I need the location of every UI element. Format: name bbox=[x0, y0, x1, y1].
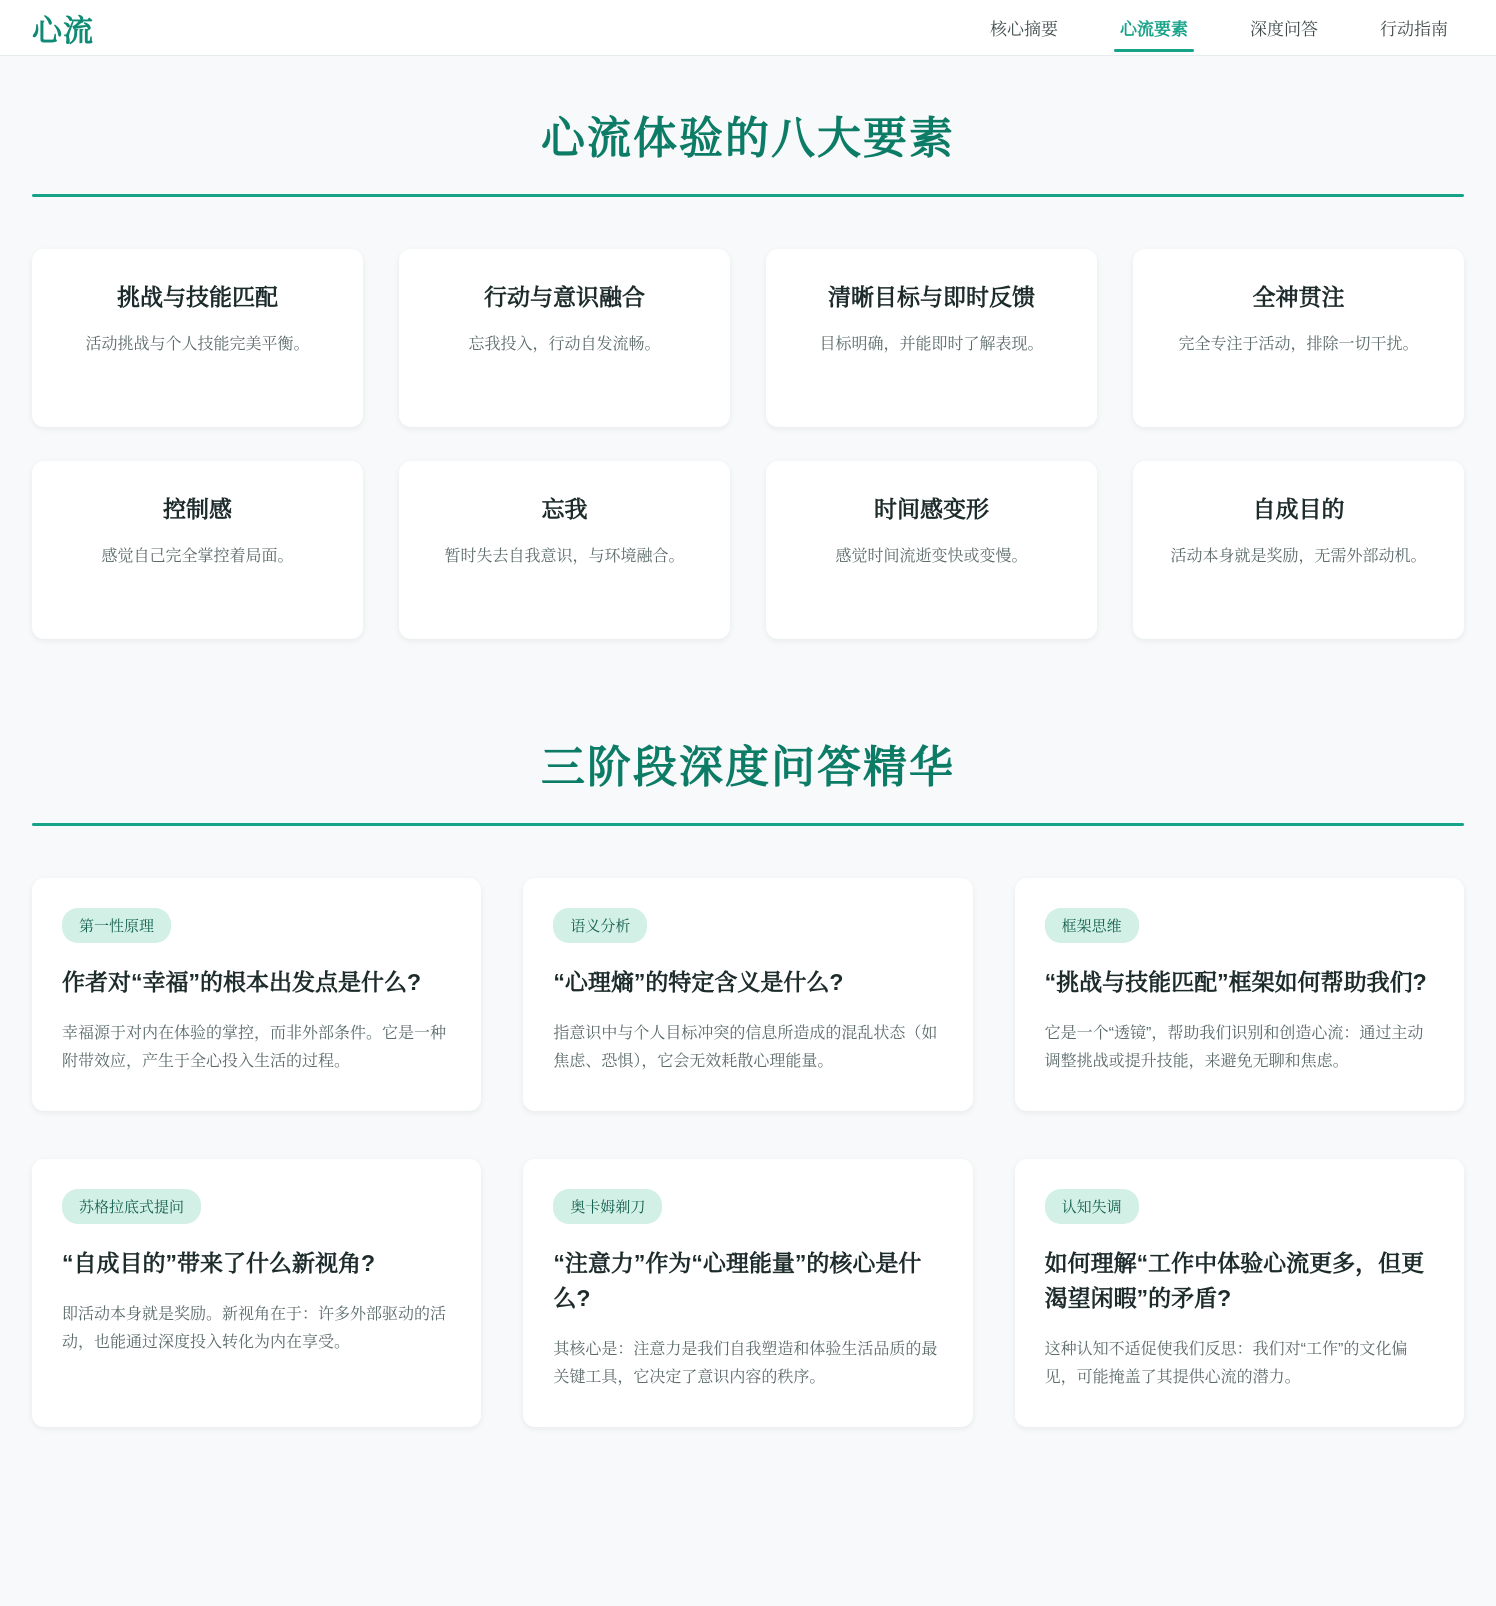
element-card-desc: 暂时失去自我意识，与环境融合。 bbox=[444, 548, 685, 565]
elements-section-divider bbox=[32, 194, 1464, 197]
qa-section-divider bbox=[32, 823, 1464, 826]
element-card[interactable] bbox=[766, 461, 1097, 639]
element-card-desc: 完全专注于活动，排除一切干扰。 bbox=[1178, 336, 1419, 353]
brand-logo[interactable]: 心流 bbox=[32, 14, 94, 48]
nav-item-summary[interactable]: 核心摘要 bbox=[990, 20, 1058, 39]
qa-card[interactable] bbox=[32, 878, 481, 1111]
qa-card-answer: 这种认知不适促使我们反思：我们对“工作”的文化偏见，可能掩盖了其提供心流的潜力。 bbox=[1044, 1340, 1408, 1387]
element-card[interactable] bbox=[1133, 249, 1464, 427]
page-main bbox=[0, 102, 1496, 1467]
element-card-desc: 忘我投入，行动自发流畅。 bbox=[468, 336, 661, 353]
qa-card-tag: 语义分析 bbox=[553, 908, 647, 943]
element-card[interactable] bbox=[32, 461, 363, 639]
element-card-desc: 感觉自己完全掌控着局面。 bbox=[101, 548, 294, 565]
element-card-title: 自成目的 bbox=[1252, 496, 1345, 522]
qa-card-question: “自成目的”带来了什么新视角? bbox=[62, 1249, 376, 1276]
element-card-title: 行动与意识融合 bbox=[484, 284, 645, 310]
element-card-title: 清晰目标与即时反馈 bbox=[828, 284, 1035, 310]
element-card-desc: 感觉时间流逝变快或变慢。 bbox=[835, 548, 1028, 565]
element-card-title: 全神贯注 bbox=[1252, 284, 1345, 310]
qa-card-tag: 奥卡姆剃刀 bbox=[553, 1189, 662, 1224]
qa-card-answer: 它是一个“透镜”，帮助我们识别和创造心流：通过主动调整挑战或提升技能，来避免无聊和焦虑。 bbox=[1044, 1024, 1424, 1071]
main-nav bbox=[988, 1, 1468, 54]
element-card-desc: 目标明确，并能即时了解表现。 bbox=[819, 336, 1044, 353]
element-card-title: 忘我 bbox=[541, 496, 588, 522]
nav-item-qa[interactable]: 深度问答 bbox=[1250, 20, 1318, 39]
qa-card-question: 如何理解“工作中体验心流更多，但更渴望闲暇”的矛盾? bbox=[1044, 1249, 1425, 1311]
element-card[interactable] bbox=[399, 249, 730, 427]
qa-card-question: 作者对“幸福”的根本出发点是什么? bbox=[62, 969, 422, 995]
element-card-desc: 活动本身就是奖励，无需外部动机。 bbox=[1170, 548, 1427, 565]
qa-section-title: 三阶段深度问答精华 bbox=[541, 743, 955, 792]
element-card-title: 时间感变形 bbox=[874, 496, 989, 522]
qa-card-answer: 即活动本身就是奖励。新视角在于：许多外部驱动的活动，也能通过深度投入转化为内在享受。 bbox=[62, 1305, 447, 1352]
qa-card[interactable] bbox=[1015, 878, 1464, 1111]
qa-card[interactable] bbox=[32, 1159, 481, 1427]
qa-card-tag: 第一性原理 bbox=[62, 908, 171, 943]
site-header bbox=[0, 0, 1496, 56]
qa-grid bbox=[32, 878, 1464, 1467]
nav-item-guide[interactable]: 行动指南 bbox=[1380, 20, 1448, 39]
qa-card-answer: 其核心是：注意力是我们自我塑造和体验生活品质的最关键工具，它决定了意识内容的秩序。 bbox=[553, 1340, 938, 1387]
elements-section-title: 心流体验的八大要素 bbox=[541, 114, 955, 163]
qa-card-tag: 认知失调 bbox=[1045, 1189, 1139, 1224]
qa-card[interactable] bbox=[523, 878, 972, 1111]
elements-grid bbox=[32, 249, 1464, 685]
qa-card[interactable] bbox=[523, 1159, 972, 1427]
element-card-title: 控制感 bbox=[163, 496, 232, 522]
qa-card-answer: 幸福源于对内在体验的掌控，而非外部条件。它是一种附带效应，产生于全心投入生活的过程。 bbox=[62, 1024, 447, 1071]
element-card-title: 挑战与技能匹配 bbox=[117, 284, 278, 310]
qa-card-question: “注意力”作为“心理能量”的核心是什么? bbox=[553, 1249, 922, 1311]
elements-section bbox=[0, 102, 1496, 685]
element-card[interactable] bbox=[1133, 461, 1464, 639]
qa-card-question: “挑战与技能匹配”框架如何帮助我们? bbox=[1044, 969, 1427, 995]
qa-card-question: “心理熵”的特定含义是什么? bbox=[553, 969, 844, 995]
qa-card-tag: 苏格拉底式提问 bbox=[62, 1189, 201, 1224]
qa-card-tag: 框架思维 bbox=[1045, 908, 1139, 943]
qa-section bbox=[0, 731, 1496, 1467]
element-card[interactable] bbox=[766, 249, 1097, 427]
element-card[interactable] bbox=[399, 461, 730, 639]
nav-item-elements[interactable]: 心流要素 bbox=[1118, 1, 1190, 54]
element-card[interactable] bbox=[32, 249, 363, 427]
qa-card[interactable] bbox=[1015, 1159, 1464, 1427]
element-card-desc: 活动挑战与个人技能完美平衡。 bbox=[85, 336, 310, 353]
qa-card-answer: 指意识中与个人目标冲突的信息所造成的混乱状态（如焦虑、恐惧），它会无效耗散心理能量。 bbox=[553, 1024, 938, 1071]
